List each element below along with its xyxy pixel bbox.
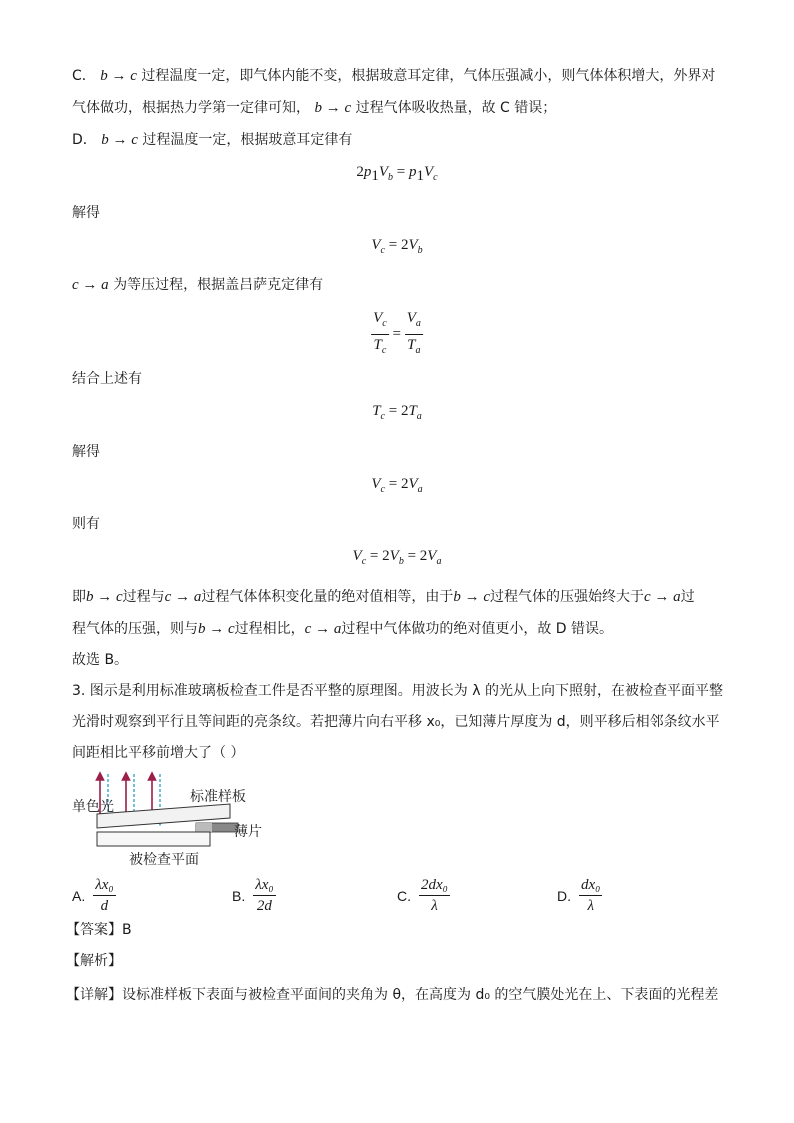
option-a bbox=[72, 876, 116, 915]
math-b-to-c: b → c bbox=[86, 589, 123, 605]
option-d-denominator: λ bbox=[587, 898, 594, 914]
option-b-numerator: λx₀ bbox=[253, 876, 275, 896]
label-tested-surface: 被检查平面 bbox=[129, 852, 199, 868]
label-monochromatic-light: 单色光 bbox=[72, 799, 114, 815]
option-c bbox=[397, 876, 450, 915]
math-c-to-a: c → a bbox=[644, 589, 681, 605]
detail-line: 【详解】设标准样板下表面与被检查平面间的夹角为 θ，在高度为 d₀ 的空气膜处光在上、下表面的光程差 bbox=[66, 987, 719, 1003]
text-span: 过程中气体做功的绝对值更小，故 D 错误。 bbox=[341, 621, 614, 637]
text-span: 过 bbox=[680, 589, 695, 605]
equation-5: $V_c = 2V_a$ bbox=[371, 476, 423, 495]
option-d-numerator: dx₀ bbox=[579, 876, 602, 896]
option-b-label: B. bbox=[232, 887, 246, 904]
option-a-numerator: λx₀ bbox=[93, 876, 115, 896]
math-b-to-c: b → c bbox=[100, 68, 137, 84]
c-to-a-line bbox=[72, 275, 323, 295]
equation-6: $V_c = 2V_b = 2V_a$ bbox=[352, 548, 442, 567]
option-a-denominator: d bbox=[100, 898, 109, 914]
equation-4: $T_c = 2T_a$ bbox=[372, 403, 422, 422]
math-b-to-c: b → c bbox=[453, 589, 491, 605]
combine-line: 结合上述有 bbox=[72, 371, 142, 387]
text-span: 即 bbox=[72, 589, 86, 605]
text-span: 过程温度一定，根据玻意耳定律有 bbox=[142, 132, 353, 148]
text-span: 过程与 bbox=[122, 589, 165, 605]
text-span: 过程温度一定，即气体内能不变，根据玻意耳定律，气体压强减小，则气体体积增大，外界对 bbox=[141, 68, 716, 84]
q3-line3: 间距相比平移前增大了（ ） bbox=[72, 745, 245, 761]
zeyou-line: 则有 bbox=[72, 516, 100, 532]
math-b-to-c: b → c bbox=[101, 132, 138, 148]
equation-3: $\frac{V_c}{T_c}$ = $\frac{V_a}{T_a}$ bbox=[373, 310, 421, 356]
option-c-prefix: C． bbox=[72, 68, 96, 84]
option-c-label: C. bbox=[397, 887, 411, 904]
option-d-label: D. bbox=[557, 887, 571, 904]
option-c-denominator: λ bbox=[431, 898, 438, 914]
option-d-prefix: D． bbox=[72, 132, 97, 148]
answer-line: 【答案】B bbox=[66, 922, 132, 938]
conclusion-line1 bbox=[72, 587, 695, 607]
equation-1: $2p_1V_b = p_1V_c$ bbox=[356, 164, 438, 184]
choose-b-line: 故选 B。 bbox=[72, 652, 129, 668]
jiede-2: 解得 bbox=[72, 444, 100, 460]
math-b-to-c: b → c bbox=[314, 100, 352, 116]
text-span: 过程气体吸收热量，故 C 错误； bbox=[355, 100, 557, 116]
option-c-numerator: 2dx₀ bbox=[419, 876, 450, 896]
jiede-1: 解得 bbox=[72, 205, 100, 221]
q3-line2: 光滑时观察到平行且等间距的亮条纹。若把薄片向右平移 x₀，已知薄片厚度为 d，则平移后相邻条纹水平 bbox=[72, 714, 720, 730]
equation-2: $V_c = 2V_b$ bbox=[371, 237, 423, 256]
math-b-to-c: b → c bbox=[198, 621, 235, 637]
option-b-denominator: 2d bbox=[256, 898, 272, 914]
option-c-line1 bbox=[72, 66, 715, 86]
text-span: 程气体的压强，则与 bbox=[72, 621, 198, 637]
math-c-to-a: c → a bbox=[304, 621, 342, 637]
text-span: 气体做功，根据热力学第一定律可知， bbox=[72, 100, 310, 116]
label-thin-sheet: 薄片 bbox=[234, 824, 262, 840]
text-span: 过程气体的压强始终大于 bbox=[490, 589, 645, 605]
math-c-to-a: c → a bbox=[72, 277, 109, 293]
math-c-to-a: c → a bbox=[164, 589, 202, 605]
label-standard-plate: 标准样板 bbox=[190, 789, 246, 805]
option-d bbox=[557, 876, 602, 915]
text-span: 过程相比， bbox=[234, 621, 305, 637]
tested-surface bbox=[97, 832, 210, 846]
q3-line1: 3. 图示是利用标准玻璃板检查工件是否平整的原理图。用波长为 λ 的光从上向下照射，在被检查平面平整 bbox=[72, 683, 723, 699]
option-d-line bbox=[72, 130, 352, 150]
analysis-heading: 【解析】 bbox=[66, 953, 122, 969]
option-a-label: A. bbox=[72, 887, 86, 904]
option-b bbox=[232, 876, 276, 915]
text-span: 过程气体体积变化量的绝对值相等，由于 bbox=[201, 589, 454, 605]
text-span: 为等压过程，根据盖吕萨克定律有 bbox=[113, 277, 324, 293]
option-c-line2 bbox=[72, 98, 556, 118]
conclusion-line2 bbox=[72, 619, 613, 639]
